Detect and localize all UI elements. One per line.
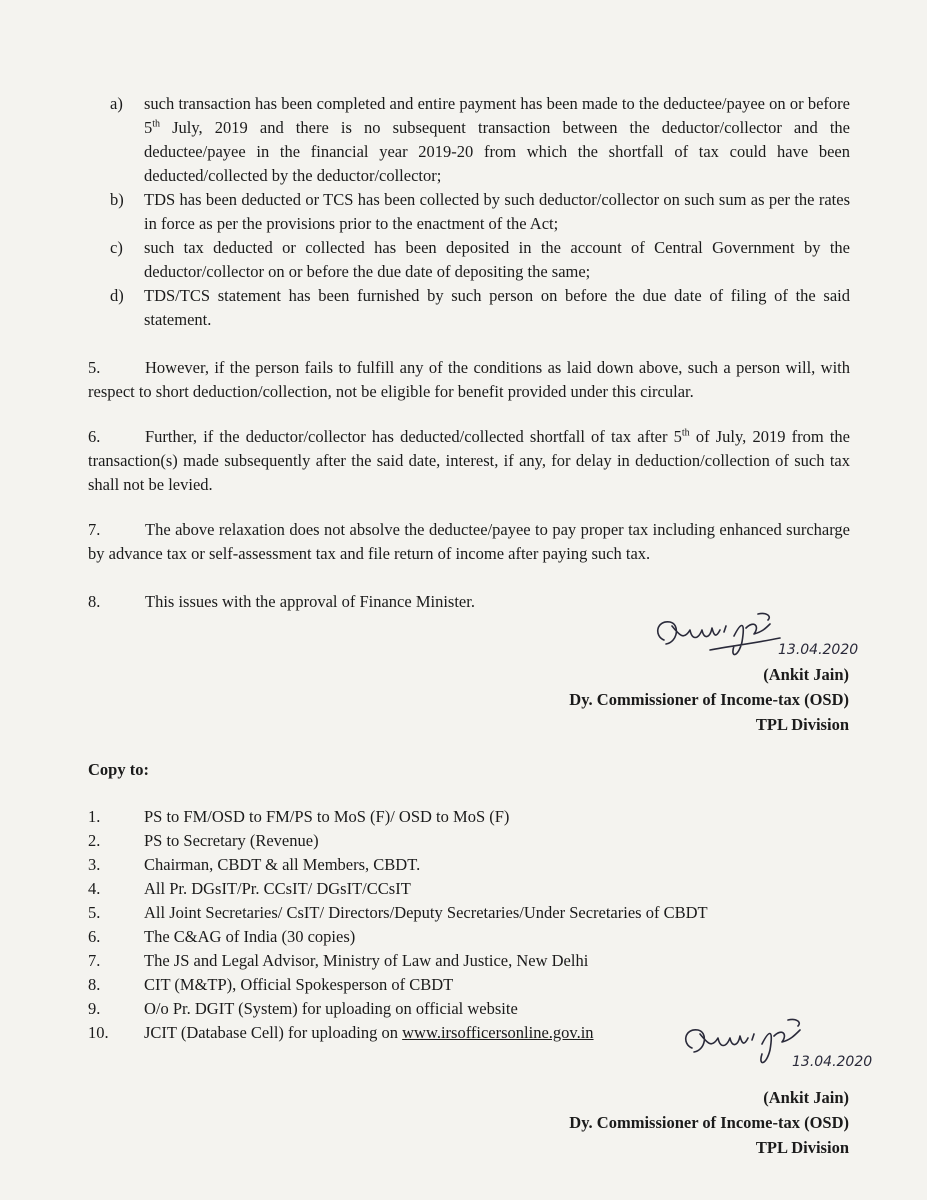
condition-label: a): [110, 94, 123, 113]
signatory-division: TPL Division: [755, 715, 849, 734]
list-item: 1. PS to FM/OSD to FM/PS to MoS (F)/ OSD to MoS (F): [88, 807, 510, 826]
list-item: 4. All Pr. DGsIT/Pr. CCsIT/ DGsIT/CCsIT: [88, 879, 411, 898]
signature-date: 13.04.2020: [792, 1054, 873, 1070]
list-item: 9. O/o Pr. DGIT (System) for uploading on official website: [88, 999, 518, 1018]
signature-block-1: [569, 662, 849, 737]
signatory-name: (Ankit Jain): [763, 1088, 849, 1107]
signature-block-2: [569, 1085, 849, 1160]
condition-text: such tax deducted or collected has been deposited in the account of Central Government by the deductor/collector on or before the due date of depositing the same;: [144, 238, 850, 281]
copy-to-heading: Copy to:: [88, 760, 149, 779]
handwritten-signature-2: [680, 1010, 900, 1076]
paragraph-number: 7.: [88, 520, 101, 539]
condition-a: a) such transaction has been completed and entire payment has been made to the deductee/payee on or before 5th July, 2019 and there is no subsequent transaction between the deductor/collector and the deductee/payee in the financial year 2019-20 from which the shortfall of tax could have been deducted/collected by the deductor/collector;: [110, 92, 850, 188]
condition-d: [110, 284, 850, 332]
paragraph-number: 5.: [88, 358, 101, 377]
list-item: 6. The C&AG of India (30 copies): [88, 927, 356, 946]
list-item: 2. PS to Secretary (Revenue): [88, 831, 319, 850]
signatory-designation: Dy. Commissioner of Income-tax (OSD): [569, 1113, 849, 1132]
paragraph-number: 6.: [88, 427, 101, 446]
condition-b: [110, 188, 850, 236]
paragraph-5: [88, 356, 850, 404]
paragraph-text: This issues with the approval of Finance Minister.: [145, 592, 475, 611]
handwritten-signature-1: [650, 606, 880, 670]
website-link[interactable]: www.irsofficersonline.gov.in: [402, 1023, 594, 1042]
paragraph-7: [88, 518, 850, 566]
condition-c: [110, 236, 850, 284]
condition-label: d): [110, 286, 124, 305]
signatory-name: (Ankit Jain): [763, 665, 849, 684]
conditions-list: [110, 92, 850, 332]
condition-text: TDS/TCS statement has been furnished by such person on before the due date of filing of the said statement.: [144, 286, 850, 329]
signature-date: 13.04.2020: [778, 642, 859, 658]
copy-to-list: [88, 805, 788, 1045]
signatory-division: TPL Division: [755, 1138, 849, 1157]
list-item: 5. All Joint Secretaries/ CsIT/ Directors/Deputy Secretaries/Under Secretaries of CBDT: [88, 903, 708, 922]
paragraph-6: 6. Further, if the deductor/collector has deducted/collected shortfall of tax after 5th of July, 2019 from the transaction(s) made subsequently after the said date, interest, if any, for delay in deduction/collection of such tax shall not be levied.: [88, 427, 850, 494]
list-item: 10. JCIT (Database Cell) for uploading on www.irsofficersonline.gov.in: [88, 1023, 594, 1042]
condition-label: c): [110, 238, 123, 257]
condition-label: b): [110, 190, 124, 209]
list-item: 3. Chairman, CBDT & all Members, CBDT.: [88, 855, 421, 874]
signatory-designation: Dy. Commissioner of Income-tax (OSD): [569, 690, 849, 709]
paragraph-text: However, if the person fails to fulfill any of the conditions as laid down above, such a person will, with respect to short deduction/collection, not be eligible for benefit provided under this circular.: [88, 358, 850, 401]
paragraph-number: 8.: [88, 592, 101, 611]
condition-text: TDS has been deducted or TCS has been collected by such deductor/collector on such sum as per the rates in force as per the provisions prior to the enactment of the Act;: [144, 190, 850, 233]
paragraph-text: The above relaxation does not absolve the deductee/payee to pay proper tax including enhanced surcharge by advance tax or self-assessment tax and file return of income after paying such tax.: [88, 520, 850, 563]
list-item: 8. CIT (M&TP), Official Spokesperson of CBDT: [88, 975, 454, 994]
list-item: 7. The JS and Legal Advisor, Ministry of Law and Justice, New Delhi: [88, 951, 589, 970]
